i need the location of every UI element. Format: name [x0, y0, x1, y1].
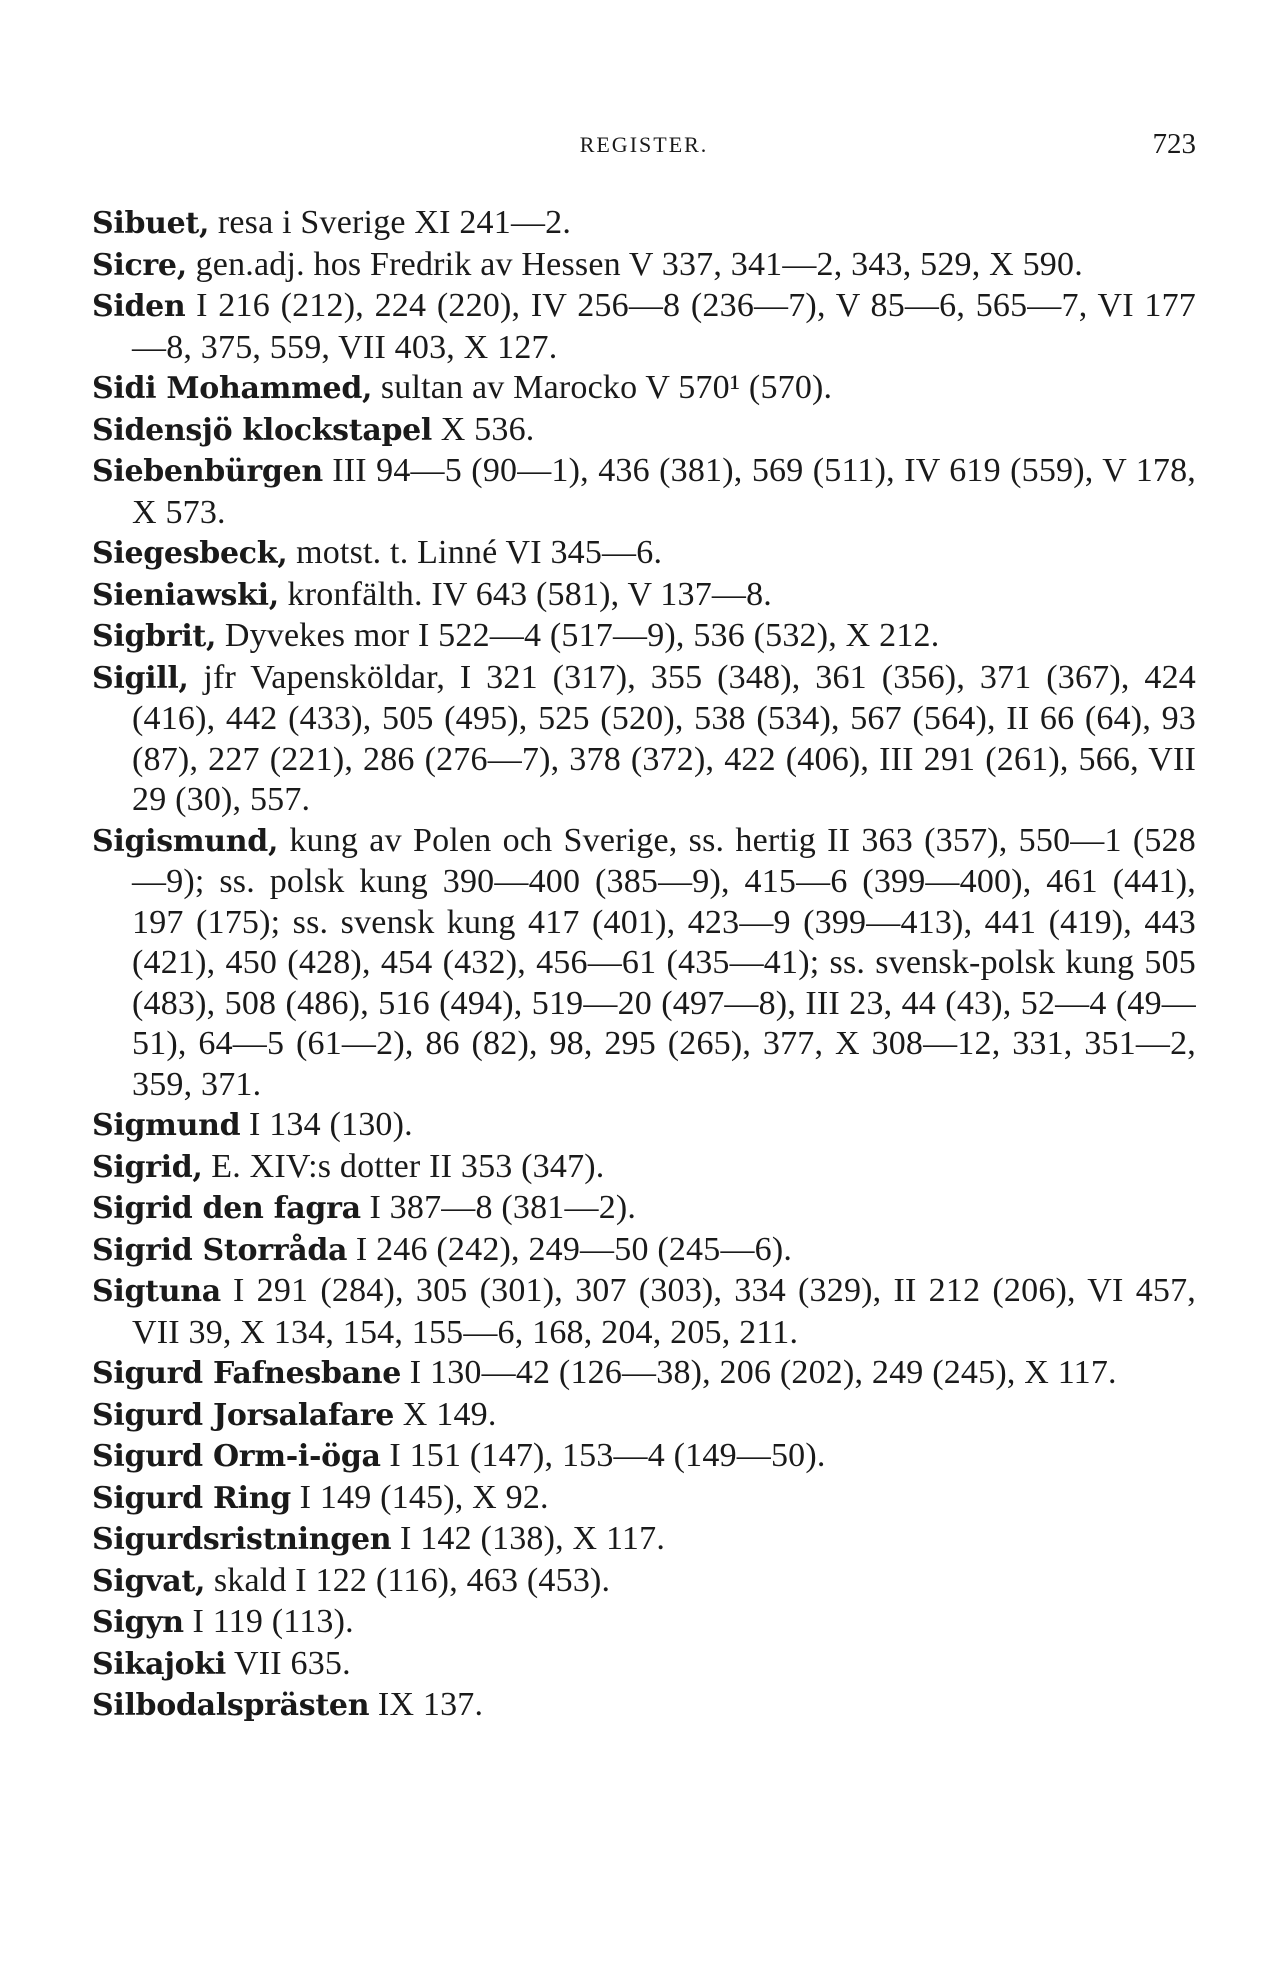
running-title: REGISTER. [579, 132, 709, 157]
register-entry [92, 821, 1196, 1106]
entry-head: Sigismund, [92, 823, 279, 859]
entry-body: X 149. [394, 1395, 497, 1433]
entry-head: Sikajoki [92, 1646, 226, 1682]
register-entry [92, 1353, 1196, 1395]
entry-head: Sigurd Ring [92, 1480, 291, 1516]
page-number: 723 [1152, 128, 1196, 160]
entry-head: Sigurd Fafnesbane [92, 1356, 402, 1391]
register-entry [92, 1602, 1196, 1644]
entry-body: I 130—42 (126—38), 206 (202), 249 (245), X 117. [401, 1354, 1117, 1391]
register-entry [92, 1188, 1196, 1230]
entry-head: Sicre, [92, 247, 187, 283]
entry-body: I 119 (113). [183, 1603, 354, 1640]
entry-body: kung av Polen och Sverige, ss. hertig II 363 (357), 550—1 (528—9); ss. polsk kung 390—400 (385—9), 415—6 (399—400), 461 (441), 197 (175); ss. svensk kung 417 (401), 423—9 (399—413), 441 (419), 443 (421), 450 (428), 454 (432), 456—61 (435—41); ss. svensk-polsk kung 505 (483), 508 (486), 516 (494), 519—20 (497—8), III 23, 44 (43), 52—4 (49—51), 64—5 (61—2), 86 (82), 98, 295 (265), 377, X 308—12, 331, 351—2, 359, 371. [132, 821, 1196, 1103]
entry-head: Sigurdsristningen [92, 1522, 392, 1557]
register-entry [92, 1147, 1196, 1189]
entry-body: I 291 (284), 305 (301), 307 (303), 334 (329), II 212 (206), VI 457, VII 39, X 134, 154, 155—6, 168, 204, 205, 211. [132, 1272, 1196, 1351]
entry-head: Sidensjö klockstapel [92, 412, 433, 448]
register-entry [92, 245, 1196, 287]
entry-head: Sieniawski, [92, 577, 279, 613]
entry-body: IX 137. [369, 1686, 484, 1723]
entry-head: Sigmund [92, 1108, 241, 1143]
entry-head: Sigrid Storråda [92, 1232, 348, 1268]
entry-body: gen.adj. hos Fredrik av Hessen V 337, 341—2, 343, 529, X 590. [186, 245, 1083, 283]
entry-head: Sidi Mohammed, [92, 371, 373, 406]
register-entry [92, 1395, 1196, 1437]
entry-body: I 151 (147), 153—4 (149—50). [380, 1437, 826, 1474]
register-entry [92, 410, 1196, 452]
entry-head: Sibuet, [92, 206, 210, 241]
entry-head: Sigvat, [92, 1563, 206, 1599]
entry-head: Siden [92, 289, 186, 324]
entry-body: III 94—5 (90—1), 436 (381), 569 (511), IV 619 (559), V 178, X 573. [132, 452, 1196, 531]
entry-head: Sigurd Jorsalafare [92, 1397, 395, 1433]
register-entry [92, 1105, 1196, 1147]
register-entry [92, 203, 1196, 245]
register-entry [92, 616, 1196, 658]
entry-body: I 149 (145), X 92. [290, 1478, 549, 1516]
entry-body: jfr Vapensköldar, I 321 (317), 355 (348), 361 (356), 371 (367), 424 (416), 442 (433), 505 (495), 525 (520), 538 (534), 567 (564), II 66 (64), 93 (87), 227 (221), 286 (276—7), 378 (372), 422 (406), III 291 (261), 566, VII 29 (30), 557. [132, 658, 1196, 818]
register-entry [92, 1436, 1196, 1478]
register-entry [92, 368, 1196, 410]
entry-body: X 536. [432, 410, 535, 448]
entry-body: I 246 (242), 249—50 (245—6). [347, 1230, 793, 1268]
entry-body: I 387—8 (381—2). [360, 1189, 637, 1226]
register-entry [92, 451, 1196, 533]
entry-body: I 134 (130). [240, 1106, 413, 1143]
register-entry [92, 1644, 1196, 1686]
entry-head: Sigrid, [92, 1149, 203, 1185]
register-entry [92, 658, 1196, 821]
entry-head: Sigill, [92, 660, 189, 696]
register-entries [92, 203, 1196, 1727]
entry-body: resa i Sverige XI 241—2. [209, 204, 572, 241]
entry-head: Silbodalsprästen [92, 1688, 370, 1723]
entry-body: VII 635. [225, 1644, 351, 1682]
entry-head: Siebenbürgen [92, 454, 323, 489]
register-entry [92, 533, 1196, 575]
entry-body: Dyvekes mor I 522—4 (517—9), 536 (532), X 212. [216, 617, 940, 654]
entry-body: motst. t. Linné VI 345—6. [287, 534, 663, 571]
entry-body: skald I 122 (116), 463 (453). [205, 1561, 611, 1599]
entry-head: Sigtuna [92, 1274, 221, 1309]
register-entry [92, 1685, 1196, 1727]
register-entry [92, 1519, 1196, 1561]
register-entry [92, 1271, 1196, 1353]
entry-head: Sigbrit, [92, 619, 217, 654]
entry-head: Siegesbeck, [92, 536, 288, 571]
entry-body: E. XIV:s dotter II 353 (347). [202, 1147, 605, 1185]
entry-head: Sigrid den fagra [92, 1191, 361, 1226]
register-entry [92, 286, 1196, 368]
register-entry [92, 1561, 1196, 1603]
entry-body: kronfälth. IV 643 (581), V 137—8. [278, 575, 773, 613]
entry-body: sultan av Marocko V 570¹ (570). [372, 369, 833, 406]
register-entry [92, 1478, 1196, 1520]
register-entry [92, 1230, 1196, 1272]
running-head [92, 128, 1196, 168]
entry-head: Sigyn [92, 1605, 184, 1640]
entry-head: Sigurd Orm-i-öga [92, 1439, 381, 1474]
entry-body: I 216 (212), 224 (220), IV 256—8 (236—7), V 85—6, 565—7, VI 177—8, 375, 559, VII 403, X 127. [132, 287, 1196, 366]
register-entry [92, 575, 1196, 617]
entry-body: I 142 (138), X 117. [391, 1520, 666, 1557]
